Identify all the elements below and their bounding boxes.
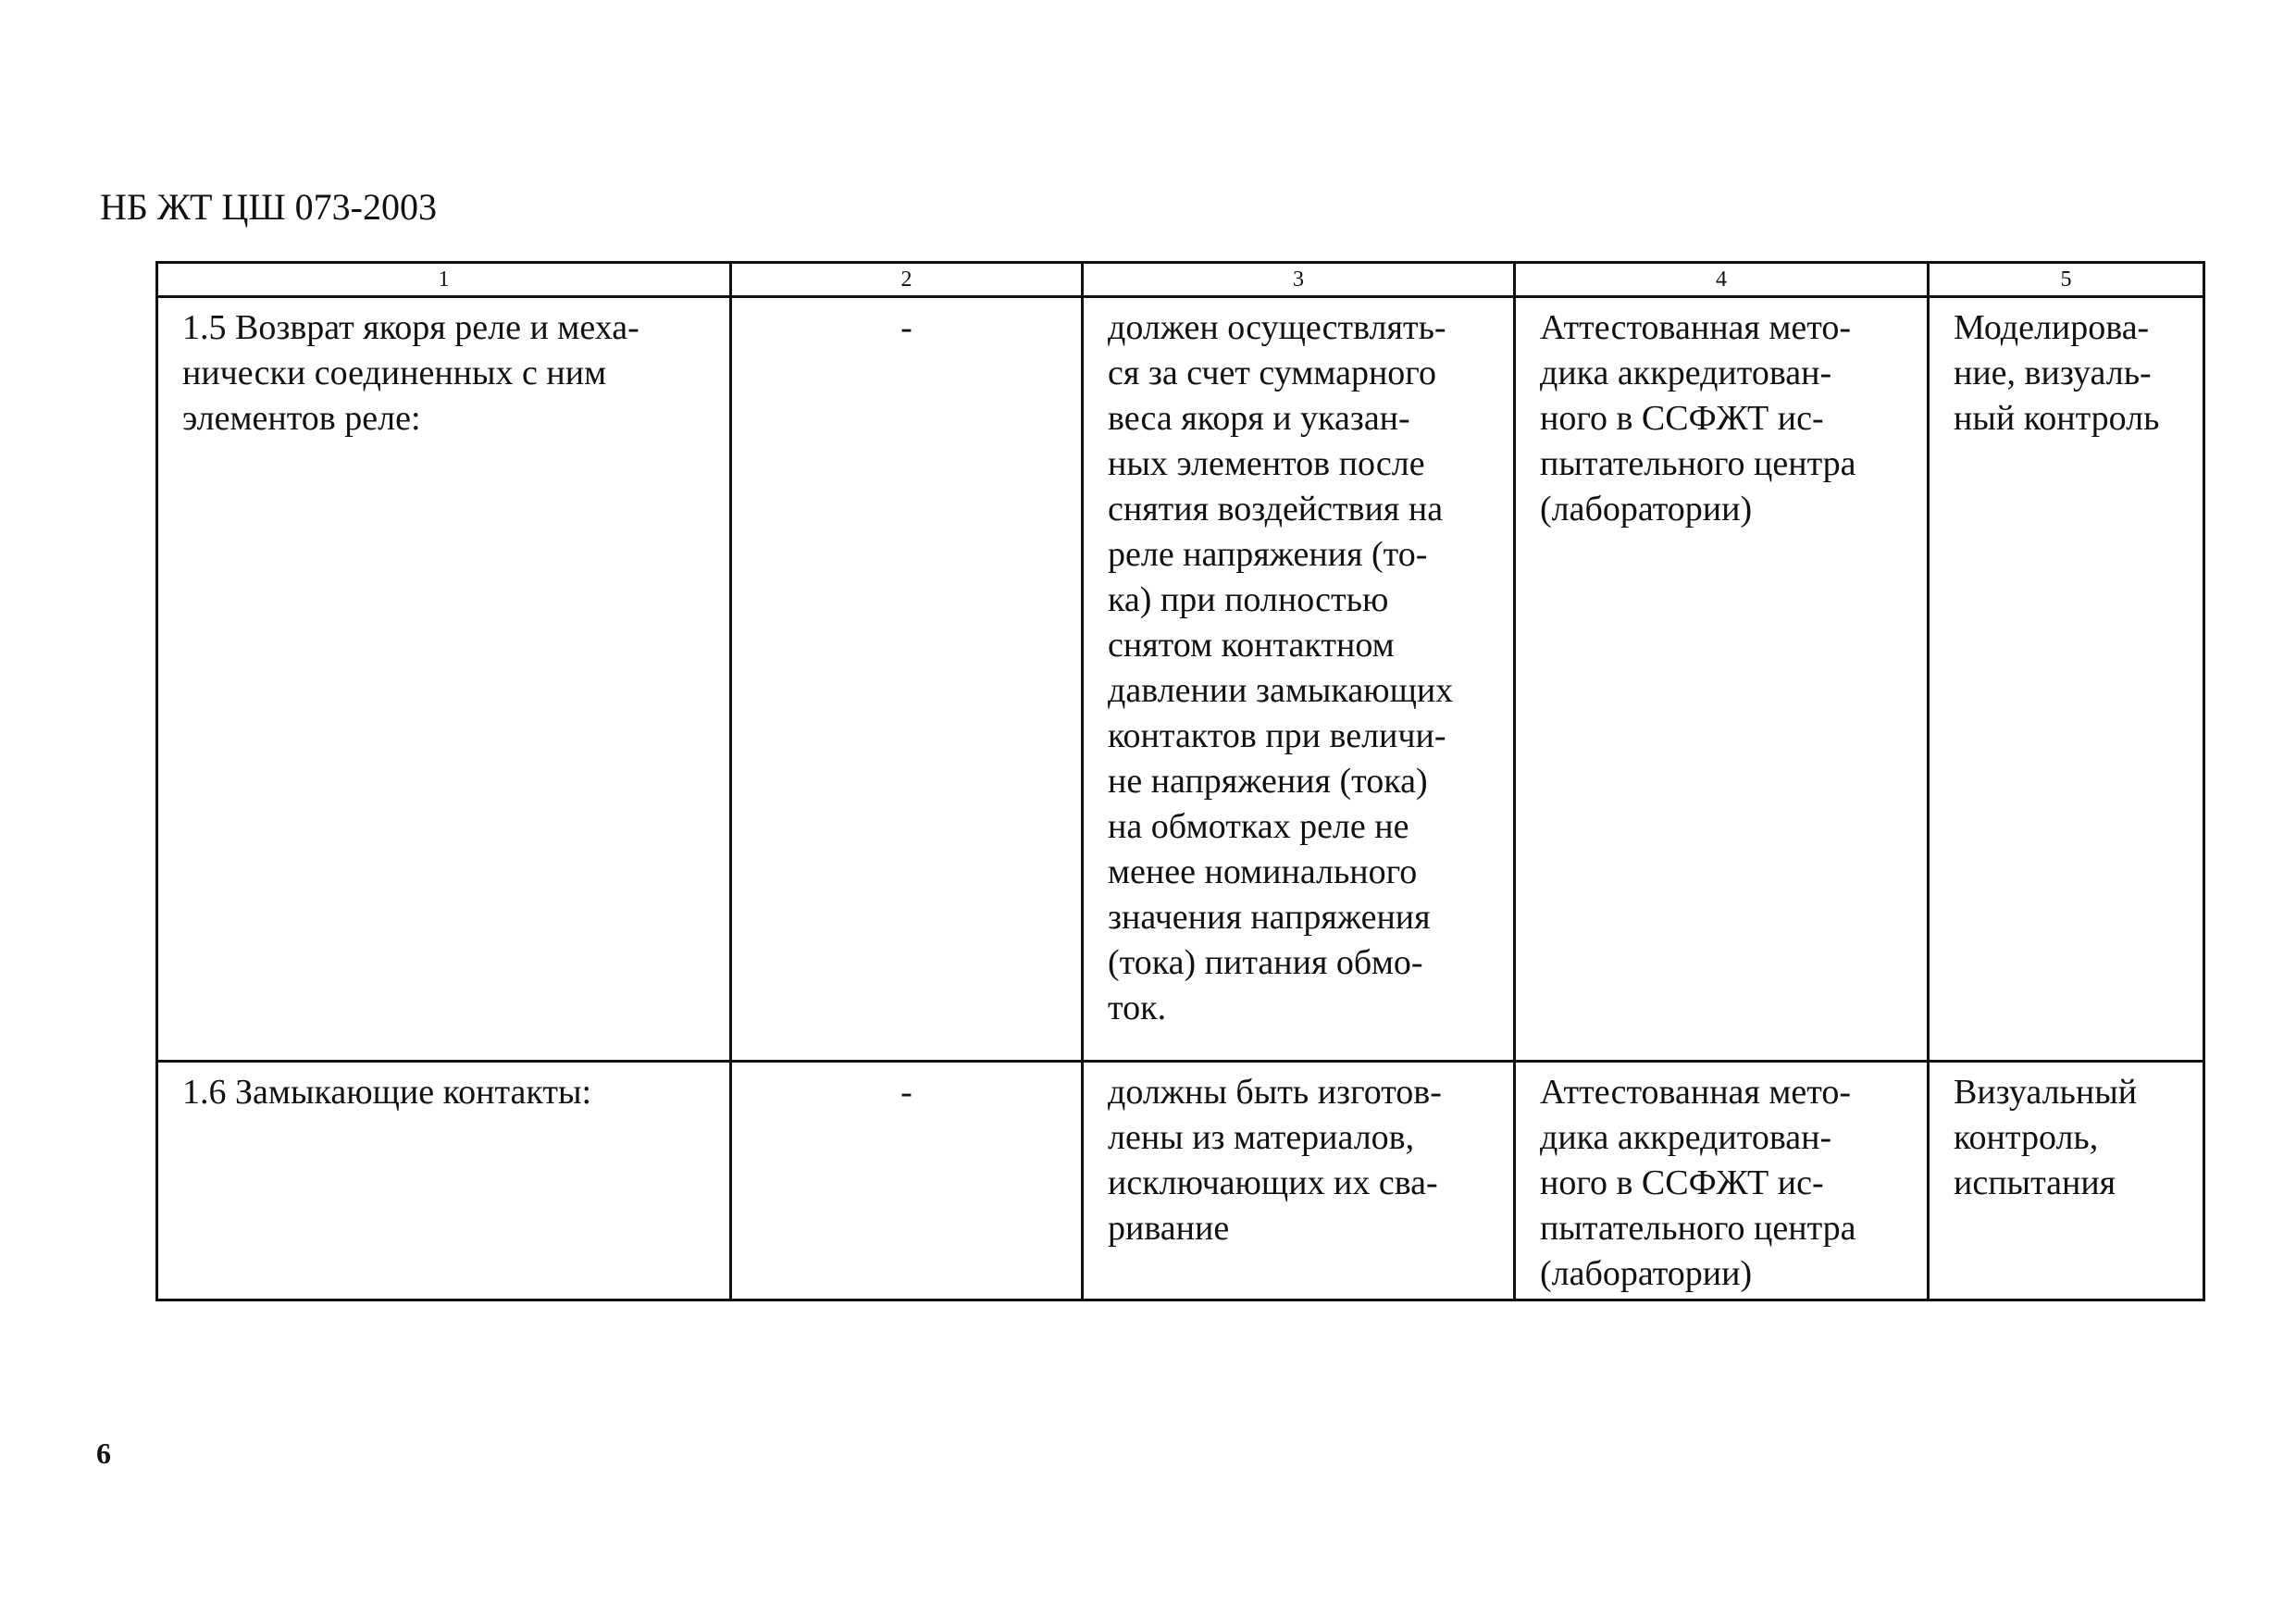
condition-cell (1083, 297, 1515, 1062)
method-cell (1515, 297, 1929, 1062)
control-cell (1929, 297, 2204, 1062)
value-cell (731, 297, 1083, 1062)
method-cell (1515, 1062, 1929, 1300)
column-number-3: 3 (1083, 263, 1515, 297)
requirements-table (155, 261, 2205, 1301)
column-number-5: 5 (1929, 263, 2204, 297)
value-cell (731, 1062, 1083, 1300)
condition-text: должны быть изготов- лены из материалов, исключающих их сва- ривание (1108, 1073, 1442, 1248)
value-text: - (900, 1073, 912, 1112)
table-row (157, 1062, 2204, 1300)
method-text: Аттестованная мето- дика аккредитован- ного в ССФЖТ ис- пытательного центра (лаборатории) (1540, 1073, 1856, 1293)
table-row (157, 297, 2204, 1062)
requirement-text: 1.5 Возврат якоря реле и меха- нически соединенных с ним элементов реле: (182, 308, 639, 438)
control-text: Визуальный контроль, испытания (1954, 1073, 2138, 1202)
column-number-1: 1 (157, 263, 731, 297)
method-text: Аттестованная мето- дика аккредитован- ного в ССФЖТ ис- пытательного центра (лаборатории) (1540, 308, 1856, 529)
requirement-text: 1.6 Замыкающие контакты: (182, 1073, 592, 1112)
column-number-4: 4 (1515, 263, 1929, 297)
page-number: 6 (96, 1437, 111, 1470)
control-cell (1929, 1062, 2204, 1300)
column-number-row (157, 263, 2204, 297)
requirement-cell (157, 297, 731, 1062)
requirement-cell (157, 1062, 731, 1300)
document-header: НБ ЖТ ЦШ 073-2003 (100, 186, 438, 228)
control-text: Моделирова- ние, визуаль- ный контроль (1954, 308, 2160, 438)
value-text: - (900, 308, 912, 347)
column-number-2: 2 (731, 263, 1083, 297)
condition-cell (1083, 1062, 1515, 1300)
condition-text: должен осуществлять- ся за счет суммарного веса якоря и указан- ных элементов после снятия воздействия на реле напряжения (то- ка) при полностью снятом контактном давлении замыкающих контактов при величи- не напряжения (тока) на обмотках реле не менее номинального значения напряжения (тока) питания обмо- ток. (1108, 308, 1454, 1027)
